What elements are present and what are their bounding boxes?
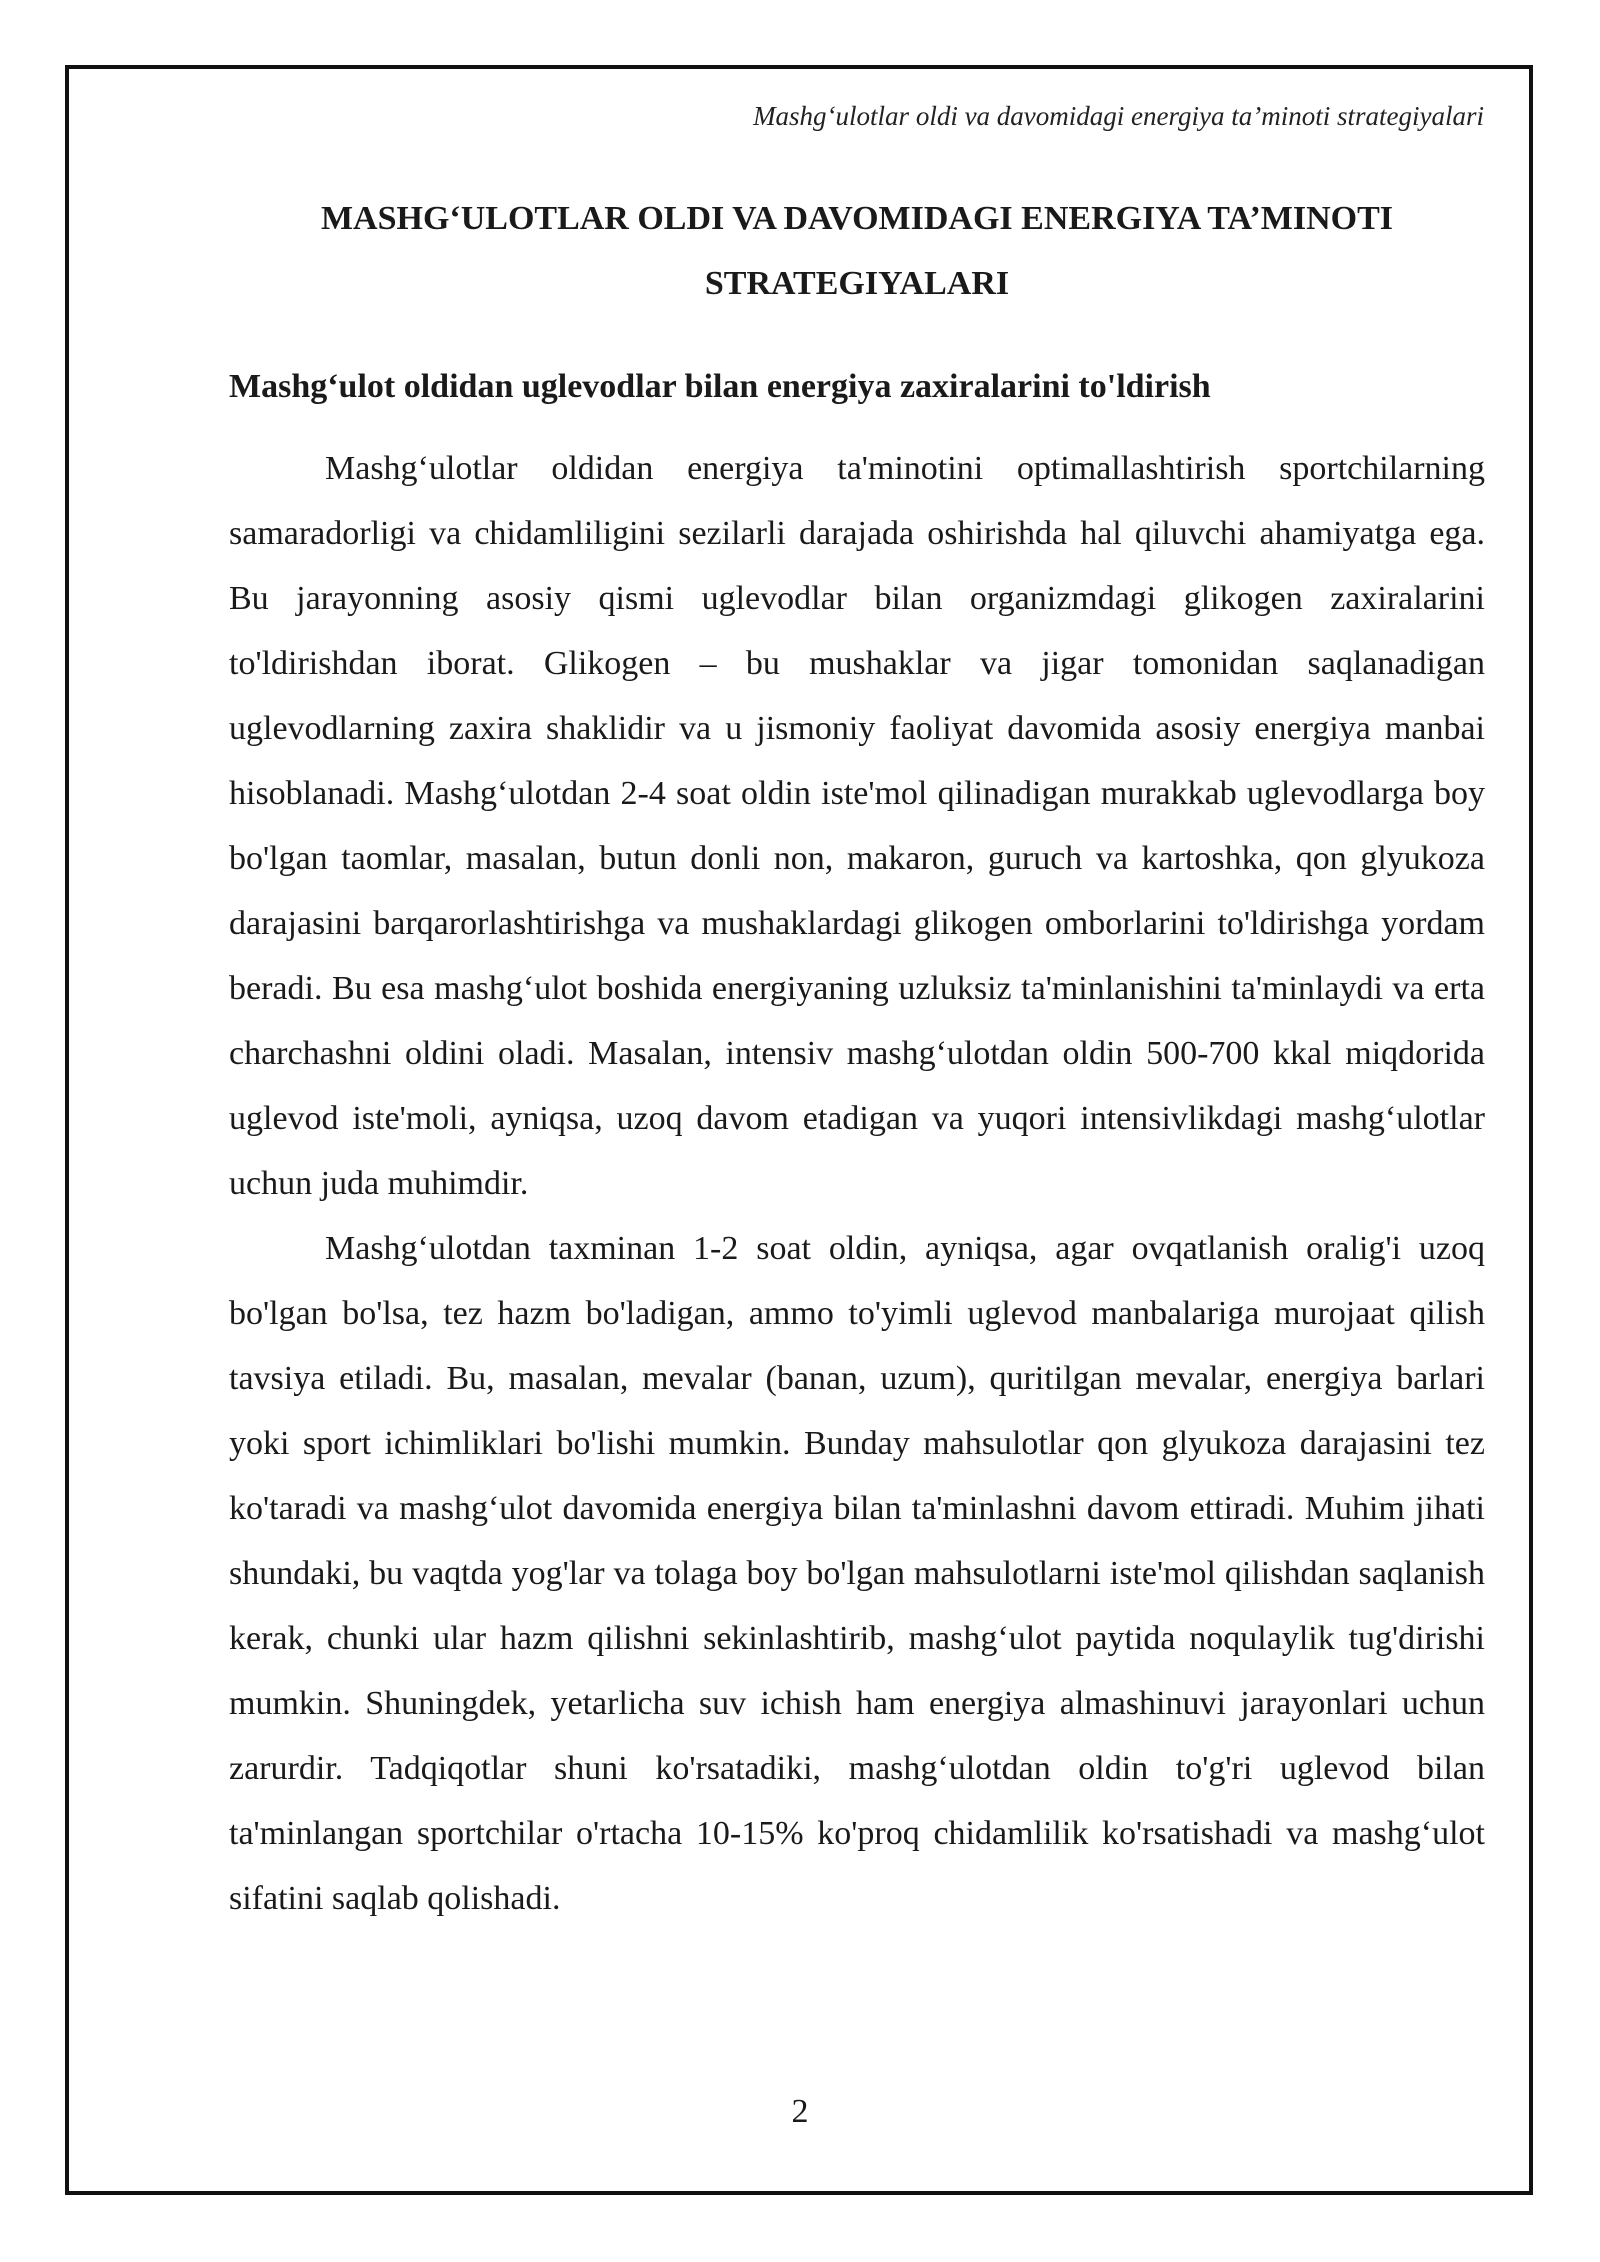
paragraph-1: Mashg‘ulotlar oldidan energiya ta'minotini optimallashtirish sportchilarning samaradorligi va chidamliligini sezilarli darajada oshirishda hal qiluvchi ahamiyatga ega. Bu jarayonning asosiy qismi uglevodlar bilan organizmdagi glikogen zaxiralarini to'ldirishdan iborat. Glikogen – bu mushaklar va jigar tomonidan saqlanadigan uglevodlarning zaxira shaklidir va u jismoniy faoliyat davomida asosiy energiya manbai hisoblanadi. Mashg‘ulotdan 2-4 soat oldin iste'mol qilinadigan murakkab uglevodlarga boy bo'lgan taomlar, masalan, butun donli non, makaron, guruch va kartoshka, qon glyukoza darajasini barqarorlashtirishga va mushaklardagi glikogen omborlarini to'ldirishga yordam beradi. Bu esa mashg‘ulot boshida energiyaning uzluksiz ta'minlanishini ta'minlaydi va erta charchashni oldini oladi. Masalan, intensiv mashg‘ulotdan oldin 500-700 kkal miqdorida uglevod iste'moli, ayniqsa, uzoq davom etadigan va yuqori intensivlikdagi mashg‘ulotlar uchun juda muhimdir.: [229, 450, 1485, 1202]
body-text: [229, 436, 1485, 1931]
running-header: Mashg‘ulotlar oldi va davomidagi energiya ta’minoti strategiyalari: [753, 101, 1484, 131]
document-title: MASHG‘ULOTLAR OLDI VA DAVOMIDAGI ENERGIYA TA’MINOTI STRATEGIYALARI: [320, 200, 1394, 302]
section-heading: Mashg‘ulot oldidan uglevodlar bilan energiya zaxiralarini to'ldirish: [229, 368, 1211, 405]
paragraph-2: Mashg‘ulotdan taxminan 1-2 soat oldin, ayniqsa, agar ovqatlanish oralig'i uzoq bo'lgan bo'lsa, tez hazm bo'ladigan, ammo to'yimli uglevod manbalariga murojaat qilish tavsiya etiladi. Bu, masalan, mevalar (banan, uzum), quritilgan mevalar, energiya barlari yoki sport ichimliklari bo'lishi mumkin. Bunday mahsulotlar qon glyukoza darajasini tez ko'taradi va mashg‘ulot davomida energiya bilan ta'minlashni davom ettiradi. Muhim jihati shundaki, bu vaqtda yog'lar va tolaga boy bo'lgan mahsulotlarni iste'mol qilishdan saqlanish kerak, chunki ular hazm qilishni sekinlashtirib, mashg‘ulot paytida noqulaylik tug'dirishi mumkin. Shuningdek, yetarlicha suv ichish ham energiya almashinuvi jarayonlari uchun zarurdir. Tadqiqotlar shuni ko'rsatadiki, mashg‘ulotdan oldin to'g'ri uglevod bilan ta'minlangan sportchilar o'rtacha 10-15% ko'proq chidamlilik ko'rsatishadi va mashg‘ulot sifatini saqlab qolishadi.: [229, 1230, 1485, 1917]
page-number: 2: [791, 2093, 809, 2130]
